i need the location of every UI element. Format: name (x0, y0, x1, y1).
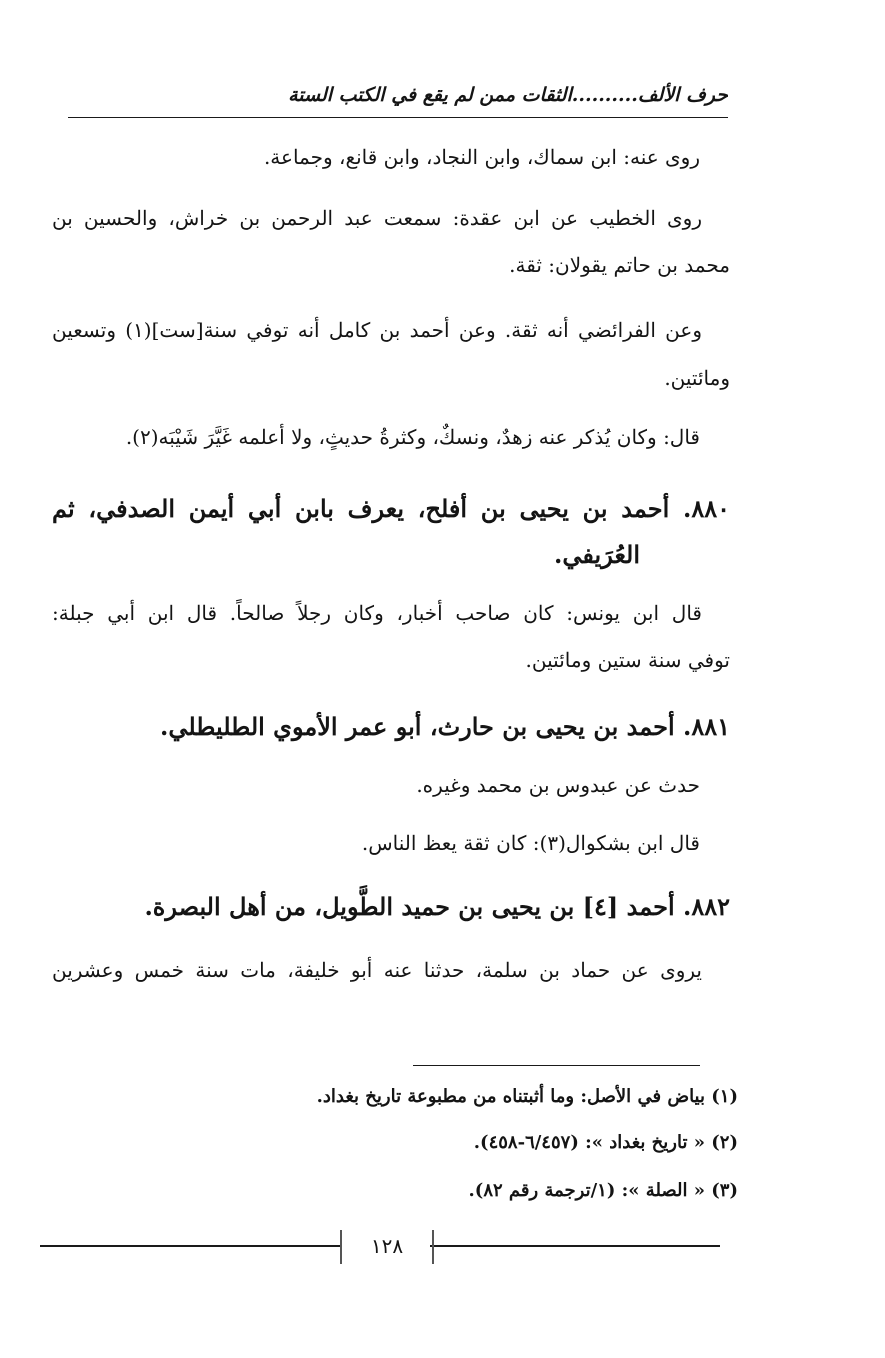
text-line-1: روى عنه: ابن سماك، وابن النجاد، وابن قانع، وجماعة. (263, 145, 700, 169)
text-line-2: روى الخطيب عن ابن عقدة: سمعت عبد الرحمن بن خراش، والحسين بن (52, 206, 702, 230)
entry-heading-881: ٨٨١. أحمد بن يحيى بن حارث، أبو عمر الأموي الطليطلي. (159, 712, 730, 741)
page-number: ١٢٨ (340, 1230, 434, 1264)
entry-heading-880-cont: العُرَيفي. (554, 540, 640, 569)
bottom-rule-right (430, 1245, 720, 1247)
entry-heading-880: ٨٨٠. أحمد بن يحيى بن أفلح، يعرف بابن أبي أيمن الصدفي، ثم (52, 494, 730, 523)
entry-heading-882: ٨٨٢. أحمد [٤] بن يحيى بن حميد الطَّويل، من أهل البصرة. (144, 892, 730, 921)
text-line-15: يروى عن حماد بن سلمة، حدثنا عنه أبو خليفة، مات سنة خمس وعشرين (52, 958, 702, 982)
bottom-rule-left (40, 1245, 340, 1247)
footnote-rule (413, 1065, 700, 1066)
header-rule (68, 117, 728, 118)
text-line-10: توفي سنة ستين ومائتين. (525, 648, 730, 672)
text-line-5: ومائتين. (664, 366, 730, 390)
text-line-6: قال: وكان يُذكر عنه زهدٌ، ونسكٌ، وكثرةُ حديثٍ، ولا أعلمه غَيَّرَ شَيْبَه(٢). (125, 425, 700, 449)
text-line-12: حدث عن عبدوس بن محمد وغيره. (416, 773, 700, 797)
footnote-1: (١) بياض في الأصل: وما أثبتناه من مطبوعة تاريخ بغداد. (316, 1086, 738, 1107)
footnote-3: (٣) « الصلة »: (١/ترجمة رقم ٨٢). (468, 1180, 738, 1201)
text-line-13: قال ابن بشكوال(٣): كان ثقة يعظ الناس. (361, 831, 700, 855)
running-header: حرف الألف..........الثقات ممن لم يقع في الكتب الستة (288, 84, 728, 106)
text-line-4: وعن الفرائضي أنه ثقة. وعن أحمد بن كامل أنه توفي سنة[ست](١) وتسعين (52, 318, 702, 342)
text-line-3: محمد بن حاتم يقولان: ثقة. (509, 253, 730, 277)
footnote-2: (٢) « تاريخ بغداد »: (٦/٤٥٧-٤٥٨). (473, 1132, 738, 1153)
text-line-9: قال ابن يونس: كان صاحب أخبار، وكان رجلاً صالحاً. قال ابن أبي جبلة: (52, 601, 702, 625)
